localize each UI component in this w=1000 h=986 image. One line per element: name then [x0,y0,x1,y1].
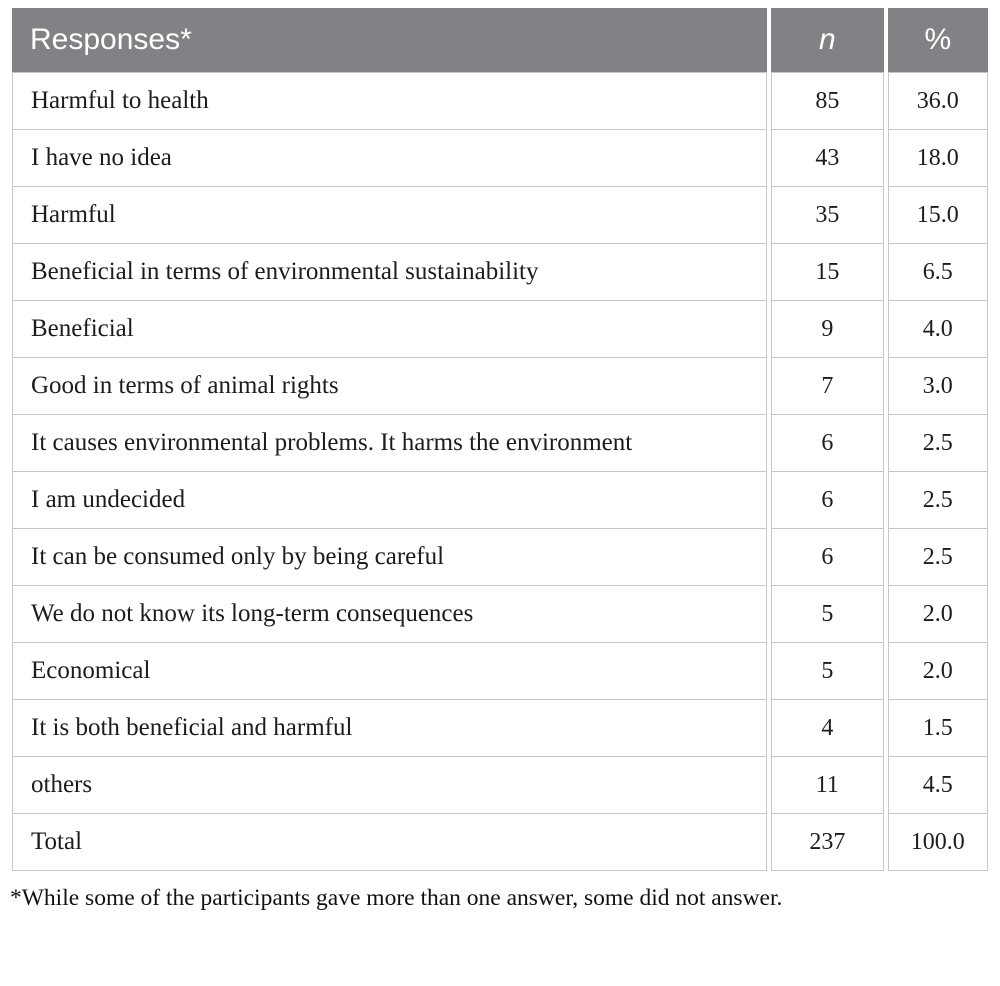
percent-cell: 1.5 [888,700,988,757]
header-percent: % [888,8,988,72]
response-cell: Harmful to health [12,72,767,130]
n-cell: 15 [771,244,883,301]
n-cell: 6 [771,472,883,529]
percent-cell: 2.5 [888,529,988,586]
n-cell: 85 [771,72,883,130]
header-n: n [771,8,883,72]
n-cell: 11 [771,757,883,814]
table-row [12,244,988,301]
n-cell: 237 [771,814,883,871]
n-cell: 4 [771,700,883,757]
table-row [12,529,988,586]
percent-cell: 2.0 [888,643,988,700]
response-cell: It can be consumed only by being careful [12,529,767,586]
response-cell: I have no idea [12,130,767,187]
percent-cell: 36.0 [888,72,988,130]
table-row [12,472,988,529]
n-cell: 6 [771,529,883,586]
table-row [12,586,988,643]
n-cell: 5 [771,586,883,643]
table-footnote: *While some of the participants gave more than one answer, some did not answer. [10,885,783,911]
response-cell: I am undecided [12,472,767,529]
response-cell: It causes environmental problems. It harms the environment [12,415,767,472]
percent-cell: 2.5 [888,415,988,472]
n-cell: 9 [771,301,883,358]
percent-cell: 2.5 [888,472,988,529]
percent-cell: 18.0 [888,130,988,187]
n-cell: 7 [771,358,883,415]
response-cell: Good in terms of animal rights [12,358,767,415]
n-cell: 6 [771,415,883,472]
response-cell: We do not know its long-term consequences [12,586,767,643]
percent-cell: 4.5 [888,757,988,814]
table-row [12,700,988,757]
response-cell: Harmful [12,187,767,244]
table-header-row [12,8,988,72]
table-row [12,643,988,700]
response-cell: Beneficial [12,301,767,358]
percent-cell: 15.0 [888,187,988,244]
table-row [12,187,988,244]
response-cell: Beneficial in terms of environmental sustainability [12,244,767,301]
table-row [12,301,988,358]
header-responses: Responses* [12,8,767,72]
n-cell: 43 [771,130,883,187]
table-row [12,757,988,814]
percent-cell: 2.0 [888,586,988,643]
response-cell: Total [12,814,767,871]
response-cell: It is both beneficial and harmful [12,700,767,757]
table-row [12,130,988,187]
responses-table [8,8,992,871]
n-cell: 35 [771,187,883,244]
percent-cell: 6.5 [888,244,988,301]
table-row-total [12,814,988,871]
percent-cell: 100.0 [888,814,988,871]
percent-cell: 3.0 [888,358,988,415]
response-cell: Economical [12,643,767,700]
response-cell: others [12,757,767,814]
n-cell: 5 [771,643,883,700]
table-row [12,358,988,415]
table-row [12,415,988,472]
table-row [12,72,988,130]
percent-cell: 4.0 [888,301,988,358]
